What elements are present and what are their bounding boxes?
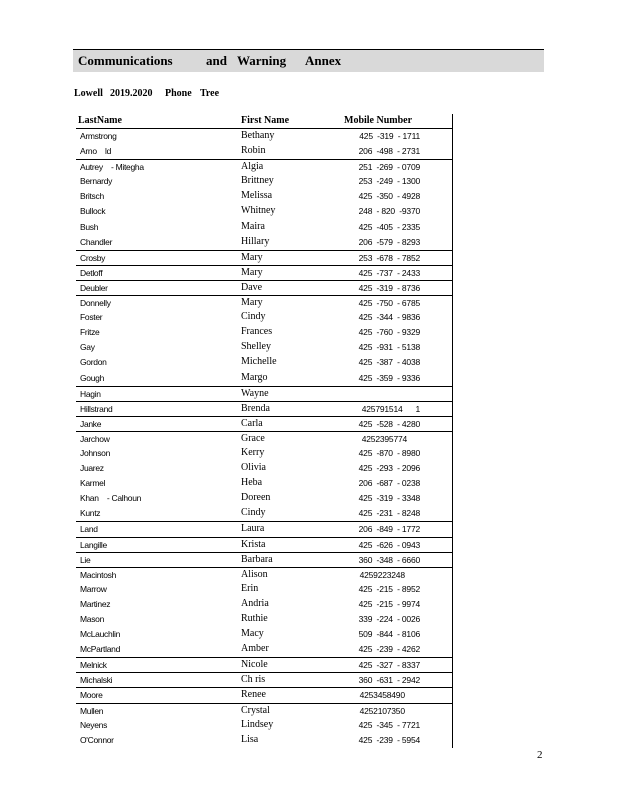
table-row — [76, 582, 452, 597]
table-row — [76, 476, 452, 491]
mobile-number-cell: 425 -760 - 9329 — [358, 327, 420, 338]
table-row — [76, 627, 452, 642]
table-row — [76, 295, 452, 310]
last-name-cell: McLauchlin — [80, 629, 120, 640]
last-name-cell: Langille — [80, 539, 107, 550]
last-name-cell: Chandler — [80, 236, 113, 247]
first-name-cell: Cindy — [241, 311, 266, 323]
mobile-number-cell: 206 -579 - 8293 — [358, 236, 420, 247]
table-row — [76, 506, 452, 521]
table-row — [76, 461, 452, 476]
table-row — [76, 672, 452, 687]
mobile-number-cell: 4259223248 — [359, 569, 420, 580]
title-word: Warning — [237, 53, 287, 68]
table-row — [76, 552, 452, 567]
mobile-number-cell: 425 -931 - 5138 — [358, 342, 420, 353]
first-name-cell: Barbara — [241, 553, 273, 565]
mobile-number-cell: 425 -215 - 8952 — [358, 583, 420, 594]
first-name-cell: Olivia — [241, 462, 266, 474]
mobile-number-cell: 425 -327 - 8337 — [358, 660, 420, 671]
last-name-cell: Arno ld — [80, 146, 112, 157]
table-row — [76, 657, 452, 672]
title-word: and — [206, 53, 227, 68]
mobile-number-cell: 425 -750 - 6785 — [358, 298, 420, 309]
table-row — [76, 567, 452, 582]
mobile-number-cell: 425 -215 - 9974 — [358, 598, 420, 609]
last-name-cell: Macintosh — [80, 569, 117, 580]
last-name-cell: Donnelly — [80, 298, 111, 309]
mobile-number-cell: 425 -319 - 3348 — [358, 493, 420, 504]
first-name-cell: Mary — [241, 251, 263, 263]
mobile-number-cell: 425 -344 - 9836 — [358, 312, 420, 323]
mobile-number-cell: 4252107350 — [359, 705, 420, 716]
last-name-cell: Autrey - Mitegha — [80, 162, 144, 173]
col-lastname: LastName — [78, 115, 122, 126]
col-firstname: First Name — [241, 115, 290, 126]
last-name-cell: Deubler — [80, 282, 108, 293]
last-name-cell: Mullen — [80, 705, 104, 716]
last-name-cell: Khan - Calhoun — [80, 493, 142, 504]
first-name-cell: Grace — [241, 432, 265, 444]
table-row — [76, 204, 452, 219]
last-name-cell: Britsch — [80, 191, 104, 202]
last-name-cell: Hillstrand — [80, 403, 113, 414]
mobile-number-cell: 253 -678 - 7852 — [358, 252, 420, 263]
first-name-cell: Carla — [241, 417, 263, 429]
table-row — [76, 718, 452, 733]
mobile-number-cell: 425 -293 - 2096 — [358, 463, 420, 474]
last-name-cell: Neyens — [80, 719, 108, 730]
table-row — [76, 250, 452, 265]
mobile-number-cell: 425 -528 - 4280 — [358, 418, 420, 429]
first-name-cell: Amber — [241, 643, 269, 655]
table-body — [76, 129, 452, 748]
first-name-cell: Lisa — [241, 733, 259, 745]
mobile-number-cell: 425 -319 - 8736 — [358, 282, 420, 293]
table-row — [76, 703, 452, 718]
last-name-cell: Jarchow — [80, 433, 110, 444]
table-row — [76, 687, 452, 702]
mobile-number-cell: 425 -231 - 8248 — [358, 508, 420, 519]
table-row — [76, 220, 452, 235]
mobile-number-cell: 425 -239 - 5954 — [358, 734, 420, 745]
first-name-cell: Wayne — [241, 387, 269, 399]
table-row — [76, 491, 452, 506]
mobile-number-cell: 248 - 820 -9370 — [358, 206, 420, 217]
table-row — [76, 612, 452, 627]
table-header — [76, 114, 452, 129]
last-name-cell: Foster — [80, 312, 103, 323]
table-row — [76, 355, 452, 370]
first-name-cell: Ch ris — [241, 674, 266, 686]
last-name-cell: Hagin — [80, 388, 101, 399]
subtitle-word: Phone — [165, 88, 192, 99]
table-row — [76, 280, 452, 295]
last-name-cell: O'Connor — [80, 734, 114, 745]
first-name-cell: Erin — [241, 582, 259, 594]
first-name-cell: Heba — [241, 477, 263, 489]
table-row — [76, 521, 452, 536]
table-row — [76, 325, 452, 340]
last-name-cell: Martinez — [80, 598, 111, 609]
table-row — [76, 642, 452, 657]
last-name-cell: Land — [80, 524, 98, 535]
mobile-number-cell: 339 -224 - 0026 — [358, 614, 420, 624]
phone-tree-table — [76, 114, 453, 748]
last-name-cell: Karmel — [80, 478, 106, 489]
first-name-cell: Margo — [241, 371, 268, 383]
col-mobile: Mobile Number — [344, 115, 413, 126]
last-name-cell: Mason — [80, 614, 105, 624]
table-row — [76, 416, 452, 431]
last-name-cell: Johnson — [80, 447, 111, 458]
first-name-cell: Cindy — [241, 507, 266, 519]
first-name-cell: Algia — [241, 161, 264, 173]
mobile-number-cell: 206 -498 - 2731 — [358, 146, 420, 157]
mobile-number-cell: 425 -319 - 1711 — [359, 131, 420, 141]
mobile-number-cell: 251 -269 - 0709 — [358, 162, 420, 173]
mobile-number-cell: 425791514 1 — [361, 403, 420, 414]
mobile-number-cell: 4253458490 — [359, 690, 420, 701]
mobile-number-cell: 360 -631 - 2942 — [358, 675, 420, 686]
last-name-cell: Detloff — [80, 267, 103, 278]
mobile-number-cell: 425 -626 - 0943 — [358, 539, 420, 550]
last-name-cell: Bernardy — [80, 176, 113, 187]
last-name-cell: Gordon — [80, 357, 107, 368]
table-row — [76, 371, 452, 386]
table-row — [76, 431, 452, 446]
first-name-cell: Alison — [241, 568, 268, 580]
last-name-cell: Michalski — [80, 675, 113, 686]
last-name-cell: McPartland — [80, 644, 120, 655]
first-name-cell: Renee — [241, 689, 266, 701]
subtitle-word: 2019.2020 — [110, 88, 153, 99]
mobile-number-cell: 425 -350 - 4928 — [358, 191, 420, 202]
table-row — [76, 159, 452, 174]
table-row — [76, 401, 452, 416]
title-word: Annex — [305, 53, 342, 68]
table-row — [76, 235, 452, 250]
last-name-cell: Armstrong — [80, 131, 117, 141]
last-name-cell: Crosby — [80, 252, 106, 263]
table-row — [76, 537, 452, 552]
table-row — [76, 446, 452, 461]
mobile-number-cell: 425 -359 - 9336 — [358, 372, 420, 383]
table-row — [76, 597, 452, 612]
first-name-cell: Andria — [241, 597, 269, 609]
first-name-cell: Laura — [241, 523, 265, 535]
first-name-cell: Macy — [241, 628, 264, 640]
first-name-cell: Kerry — [241, 446, 265, 458]
first-name-cell: Melissa — [241, 190, 273, 202]
mobile-number-cell: 425 -737 - 2433 — [358, 267, 420, 278]
first-name-cell: Robin — [241, 145, 266, 157]
first-name-cell: Hillary — [241, 235, 270, 247]
first-name-cell: Mary — [241, 266, 263, 278]
table-row — [76, 174, 452, 189]
mobile-number-cell: 425 -405 - 2335 — [358, 221, 420, 232]
annex-title-bar — [73, 49, 544, 72]
last-name-cell: Gough — [80, 372, 105, 383]
page-number: 2 — [537, 749, 543, 761]
last-name-cell: Gay — [80, 342, 95, 353]
subtitle-word: Lowell — [74, 88, 103, 99]
last-name-cell: Juarez — [80, 463, 104, 474]
last-name-cell: Janke — [80, 418, 102, 429]
last-name-cell: Lie — [80, 554, 91, 565]
mobile-number-cell: 425 -239 - 4262 — [358, 644, 420, 655]
mobile-number-cell: 425 -387 - 4038 — [358, 357, 420, 368]
first-name-cell: Bethany — [241, 130, 275, 141]
last-name-cell: Bush — [80, 221, 99, 232]
mobile-number-cell: 425 -870 - 8980 — [358, 447, 420, 458]
table-row — [76, 129, 452, 144]
last-name-cell: Fritze — [80, 327, 100, 338]
mobile-number-cell: 360 -348 - 6660 — [358, 554, 420, 565]
mobile-number-cell: 509 -844 - 8106 — [358, 629, 420, 640]
mobile-number-cell: 4252395774 — [361, 433, 420, 444]
mobile-number-cell: 253 -249 - 1300 — [358, 176, 420, 187]
first-name-cell: Crystal — [241, 704, 270, 716]
subtitle-word: Tree — [200, 88, 220, 99]
mobile-number-cell: 206 -687 - 0238 — [358, 478, 420, 489]
last-name-cell: Marrow — [80, 583, 107, 594]
table-row — [76, 340, 452, 355]
table-row — [76, 265, 452, 280]
first-name-cell: Whitney — [241, 205, 276, 217]
table-row — [76, 386, 452, 401]
first-name-cell: Brittney — [241, 175, 274, 187]
table-row — [76, 189, 452, 204]
first-name-cell: Maira — [241, 220, 265, 232]
first-name-cell: Ruthie — [241, 613, 268, 624]
first-name-cell: Frances — [241, 326, 273, 338]
table-row — [76, 733, 452, 748]
last-name-cell: Moore — [80, 690, 103, 701]
table-row — [76, 310, 452, 325]
table-row — [76, 144, 452, 159]
first-name-cell: Doreen — [241, 492, 271, 504]
mobile-number-cell: 425 -345 - 7721 — [358, 719, 420, 730]
first-name-cell: Nicole — [241, 659, 268, 671]
first-name-cell: Mary — [241, 297, 263, 309]
last-name-cell: Melnick — [80, 660, 107, 671]
first-name-cell: Krista — [241, 538, 266, 550]
first-name-cell: Dave — [241, 281, 263, 293]
first-name-cell: Shelley — [241, 341, 271, 353]
first-name-cell: Lindsey — [241, 718, 274, 730]
first-name-cell: Michelle — [241, 356, 277, 368]
mobile-number-cell: 206 -849 - 1772 — [358, 524, 420, 535]
last-name-cell: Kuntz — [80, 508, 101, 519]
title-word: Communications — [78, 53, 173, 68]
first-name-cell: Brenda — [241, 402, 270, 414]
last-name-cell: Bullock — [80, 206, 106, 217]
